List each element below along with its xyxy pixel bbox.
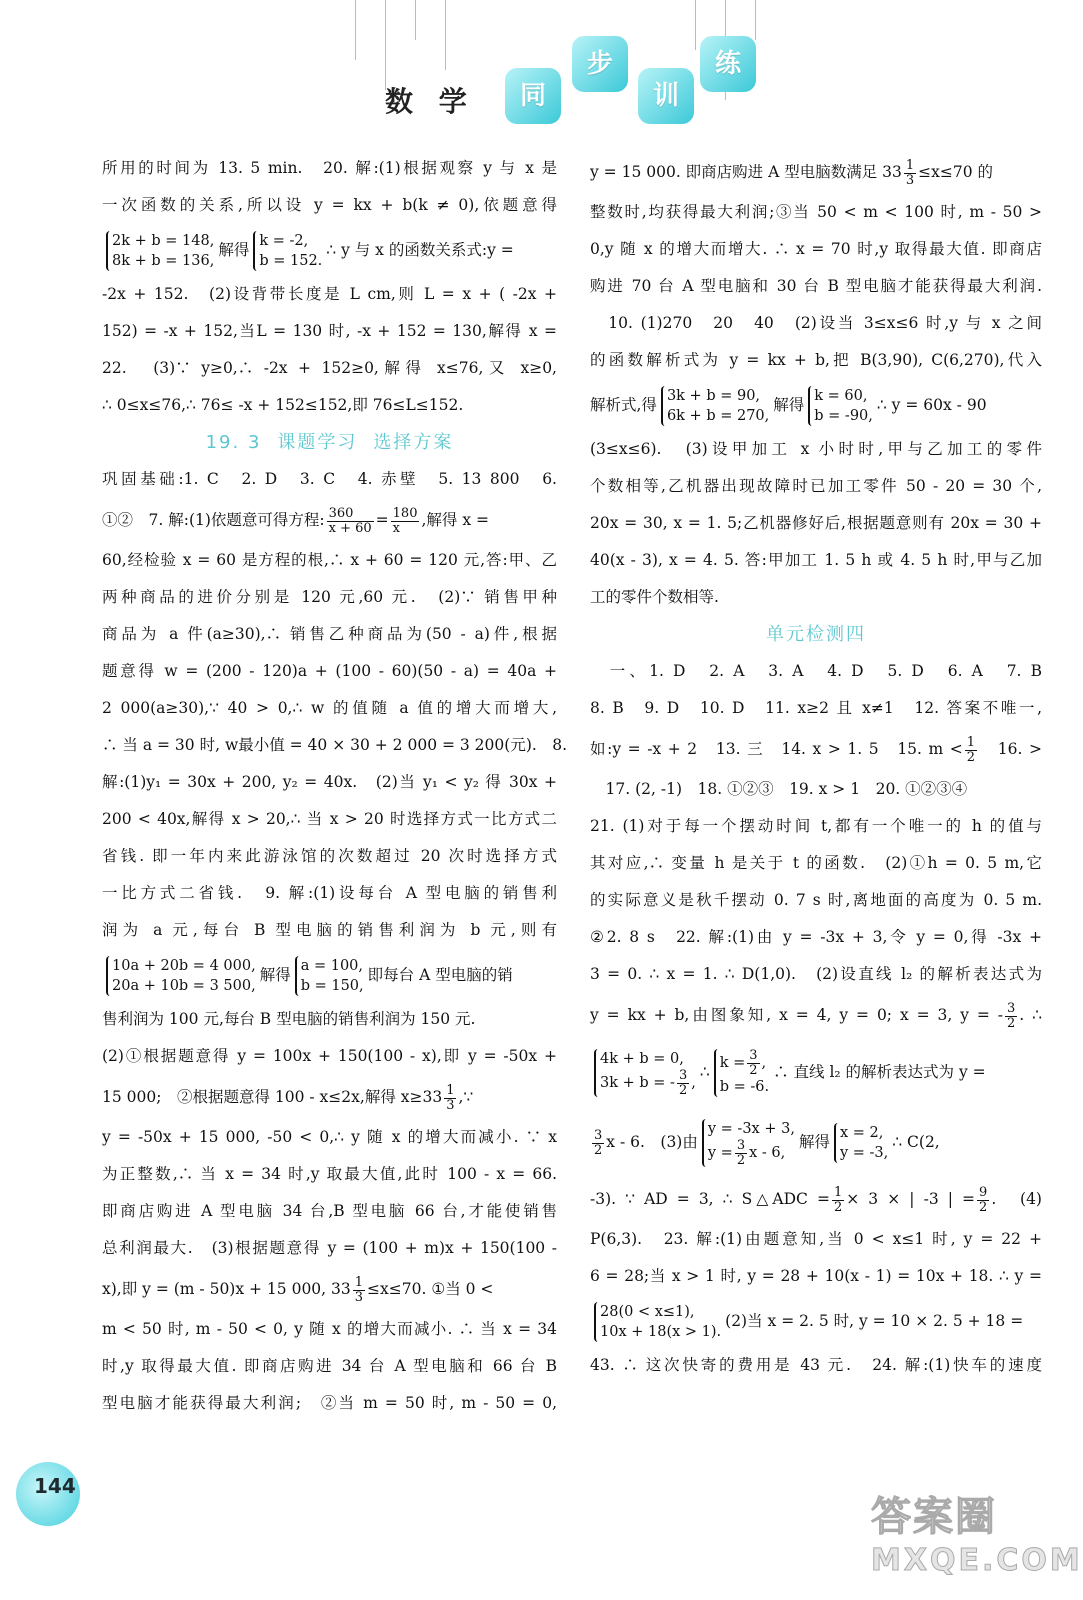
text-line: 型电脑才能获得最大利润; ②当 m = 50 时, m - 50 = 0,	[102, 1394, 557, 1412]
badge-bu: 步	[572, 36, 628, 92]
equation-system: 2k + b = 148, 8k + b = 136,	[106, 231, 214, 271]
text-line: 200 < 40x,解得 x > 20,∴ 当 x > 20 时选择方式一比方式二	[102, 810, 557, 828]
text-line: 整数时,均获得最大利润;③当 50 < m < 100 时, m - 50 >	[590, 203, 1042, 221]
fraction-line: 15 000; ②根据题意得 100 - x≤2x,解得 x≥33 $\frac{1}{3}$ ,∵	[102, 1082, 474, 1113]
text-line: 152) = -x + 152,当L = 130 时, -x + 152 = 130,解得 x =	[102, 322, 557, 340]
text-line: 6 = 28;当 x > 1 时, y = 28 + 10(x - 1) = 10x + 18. ∴ y =	[590, 1267, 1042, 1285]
text-line: 个数相等,乙机器出现故障时已加工零件 50 - 20 = 30 个,	[590, 477, 1042, 495]
solution-system: k = 60, b = -90,	[808, 386, 873, 426]
text-line: 题意得 w = (200 - 120)a + (100 - 60)(50 - a) = 40a +	[102, 662, 557, 680]
piecewise-function: 28(0 < x≤1), 10x + 18(x > 1).	[594, 1302, 721, 1342]
fraction-line: x),即 y = (m - 50)x + 15 000, 33 $\frac{1}{3}$ ≤x≤70. ①当 0 <	[102, 1274, 494, 1305]
text-line: 10. (1)270 20 40 (2)设当 3≤x≤6 时,y 与 x 之间	[590, 314, 1042, 332]
text-line: 购进 70 台 A 型电脑和 30 台 B 型电脑才能获得最大利润.	[590, 277, 1042, 295]
text-line: 所用的时间为 13. 5 min. 20. 解:(1)根据观察 y 与 x 是	[102, 159, 557, 177]
text-line: 的实际意义是秋千摆动 0. 7 s 时,离地面的高度为 0. 5 m.	[590, 891, 1042, 909]
section-heading: 单元检测四	[766, 624, 866, 645]
left-column	[102, 150, 568, 1422]
text-line: 两种商品的进价分别是 120 元,60 元. (2)∵ 销售甲种	[102, 588, 557, 606]
text-line: P(6,3). 23. 解:(1)由题意知,当 0 < x≤1 时, y = 22 +	[590, 1230, 1042, 1248]
solution-system: a = 100, b = 150,	[295, 956, 364, 996]
badge-tong: 同	[505, 68, 561, 124]
fraction-line: -3). ∵ AD = 3, ∴ S△ADC = $\frac{1}{2}$ × 3 × | -3 | = $\frac{9}{2}$ . (4)	[590, 1184, 1042, 1215]
text-line: 其对应,∴ 变量 h 是关于 t 的函数. (2)①h = 0. 5 m,它	[590, 854, 1042, 872]
equation-system-line: 解析式,得 3k + b = 90, 6k + b = 270, 解得 k = 60, b = -90, ∴ y = 60x - 90	[590, 388, 987, 424]
text-line: 解:(1)y₁ = 30x + 200, y₂ = 40x. (2)当 y₁ < y₂ 得 30x +	[102, 773, 557, 791]
text-line: 售利润为 100 元,每台 B 型电脑的销售利润为 150 元.	[102, 1010, 476, 1028]
text-line: 巩固基础:1. C 2. D 3. C 4. 赤壁 5. 13 800 6.	[102, 470, 557, 488]
text-line: 3 = 0. ∴ x = 1. ∴ D(1,0). (2)设直线 l₂ 的解析表达式为	[590, 965, 1042, 983]
equation-system: y = -3x + 3, y = $\frac{3}{2}$ x - 6,	[702, 1119, 795, 1167]
text-line: 总利润最大. (3)根据题意得 y = (100 + m)x + 150(100 -	[102, 1239, 557, 1257]
solution-system: x = 2, y = -3,	[834, 1123, 888, 1163]
fraction-line: ①② 7. 解:(1)依题意可得方程: $\frac{360}{x + 60}$ = $\frac{180}{x}$ ,解得 x =	[102, 505, 489, 536]
text-line: 20x = 30, x = 1. 5;乙机器修好后,根据题意则有 20x = 30 +	[590, 514, 1042, 532]
solution-system: k = $\frac{3}{2}$ , b = -6.	[714, 1049, 769, 1097]
text-line: 一比方式二省钱. 9. 解:(1)设每台 A 型电脑的销售利	[102, 884, 557, 902]
text-line: 的函数解析式为 y = kx + b,把 B(3,90), C(6,270),代入	[590, 351, 1042, 369]
text-line: (3≤x≤6). (3)设甲加工 x 小时时,甲与乙加工的零件	[590, 440, 1042, 458]
watermark-url: MXQE.COM	[871, 1543, 1083, 1578]
text-line: 即商店购进 A 型电脑 34 台,B 型电脑 66 台,才能使销售	[102, 1202, 557, 1220]
text-line: ∴ 当 a = 30 时, w最小值 = 40 × 30 + 2 000 = 3 200(元). 8.	[102, 736, 568, 754]
equation-system-line: 28(0 < x≤1), 10x + 18(x > 1). (2)当 x = 2. 5 时, y = 10 × 2. 5 + 18 =	[590, 1295, 1042, 1347]
text-line: ∴ 0≤x≤76,∴ 76≤ -x + 152≤152,即 76≤L≤152.	[102, 396, 464, 414]
fraction-line: y = 15 000. 即商店购进 A 型电脑数满足 33 $\frac{1}{3}$ ≤x≤70 的	[590, 157, 994, 188]
text-line: (2)①根据题意得 y = 100x + 150(100 - x),即 y = -50x +	[102, 1047, 557, 1065]
text-line: y = -50x + 15 000, -50 < 0,∴ y 随 x 的增大而减小. ∵ x	[102, 1128, 557, 1146]
page-header	[0, 0, 1083, 135]
equation-system: 10a + 20b = 4 000, 20a + 10b = 3 500,	[106, 956, 256, 996]
text-line: 8. B 9. D 10. D 11. x≥2 且 x≠1 12. 答案不唯一,	[590, 699, 1042, 717]
text-line: 0,y 随 x 的增大而增大. ∴ x = 70 时,y 取得最大值. 即商店	[590, 240, 1042, 258]
text-line: 43. ∴ 这次快寄的费用是 43 元. 24. 解:(1)快车的速度	[590, 1356, 1042, 1374]
equation-system-line: 2k + b = 148, 8k + b = 136, 解得 k = -2, b = 152. ∴ y 与 x 的函数关系式:y =	[102, 224, 557, 276]
badge-xun: 训	[638, 68, 694, 124]
text-line: -2x + 152. (2)设背带长度是 L cm,则 L = x + ( -2x +	[102, 285, 557, 303]
equation-system: 4k + b = 0, 3k + b = - $\frac{3}{2}$ ,	[594, 1049, 696, 1097]
equation-system: 3k + b = 90, 6k + b = 270,	[661, 386, 769, 426]
text-line: 一、1. D 2. A 3. A 4. D 5. D 6. A 7. B	[590, 662, 1042, 680]
text-line: 商品为 a 件(a≥30),∴ 销售乙种商品为(50 - a)件,根据	[102, 625, 557, 643]
text-line: 21. (1)对于每一个摆动时间 t,都有一个唯一的 h 的值与	[590, 817, 1042, 835]
right-column	[590, 150, 1042, 1384]
text-line: 时,y 取得最大值. 即商店购进 34 台 A 型电脑和 66 台 B	[102, 1357, 557, 1375]
equation-system-line: 10a + 20b = 4 000, 20a + 10b = 3 500, 解得 a = 100, b = 150, 即每台 A 型电脑的销	[102, 949, 557, 1001]
text-line: 2 000(a≥30),∵ 40 > 0,∴ w 的值随 a 值的增大而增大,	[102, 699, 557, 717]
text-line: 润为 a 元,每台 B 型电脑的销售利润为 b 元,则有	[102, 921, 557, 939]
page-number-badge	[16, 1462, 80, 1526]
equation-system-line: $\frac{3}{2}$ x - 6. (3)由 y = -3x + 3, y = $\frac{3}{2}$ x - 6, 解得 x = 2, y = -3, ∴ C(2,	[594, 1120, 940, 1168]
text-line: ②2. 8 s 22. 解:(1)由 y = -3x + 3,令 y = 0,得 -3x +	[590, 928, 1042, 946]
section-heading: 19. 3 课题学习 选择方案	[205, 432, 454, 453]
text-line: 17. (2, -1) 18. ①②③ 19. x > 1 20. ①②③④	[590, 780, 968, 798]
text-line: m < 50 时, m - 50 < 0, y 随 x 的增大而减小. ∴ 当 x = 34	[102, 1320, 557, 1338]
solution-system: k = -2, b = 152.	[253, 231, 322, 271]
subject-title: 数 学	[385, 85, 475, 118]
watermark	[871, 1485, 1083, 1585]
text-line: 为正整数,∴ 当 x = 34 时,y 取最大值,此时 100 - x = 66.	[102, 1165, 557, 1183]
fraction-line: 如:y = -x + 2 13. 三 14. x > 1. 5 15. m < $\frac{1}{2}$ 16. >	[590, 734, 1042, 765]
equation-system-line: 4k + b = 0, 3k + b = - $\frac{3}{2}$ , ∴ k = $\frac{3}{2}$ , b = -6. ∴ 直线 l₂ 的解析表达式为 y =	[590, 1037, 1042, 1107]
page-number: 144	[34, 1474, 76, 1498]
text-line: 40(x - 3), x = 4. 5. 答:甲加工 1. 5 h 或 4. 5 h 时,甲与乙加	[590, 551, 1042, 569]
text-line: 一次函数的关系,所以设 y = kx + b(k ≠ 0),依题意得	[102, 196, 557, 214]
text-line: 60,经检验 x = 60 是方程的根,∴ x + 60 = 120 元,答:甲、乙	[102, 551, 557, 569]
badge-lian: 练	[700, 36, 756, 92]
text-line: 工的零件个数相等.	[590, 588, 719, 606]
text-line: 省钱. 即一年内来此游泳馆的次数超过 20 次时选择方式	[102, 847, 557, 865]
text-line: 22. (3)∵ y≥0,∴ -2x + 152≥0,解得 x≤76,又 x≥0,	[102, 359, 557, 377]
fraction-line: y = kx + b,由图象知, x = 4, y = 0; x = 3, y = - $\frac{3}{2}$ . ∴	[590, 1000, 1042, 1031]
watermark-logo-text: 答案圈	[871, 1494, 997, 1540]
